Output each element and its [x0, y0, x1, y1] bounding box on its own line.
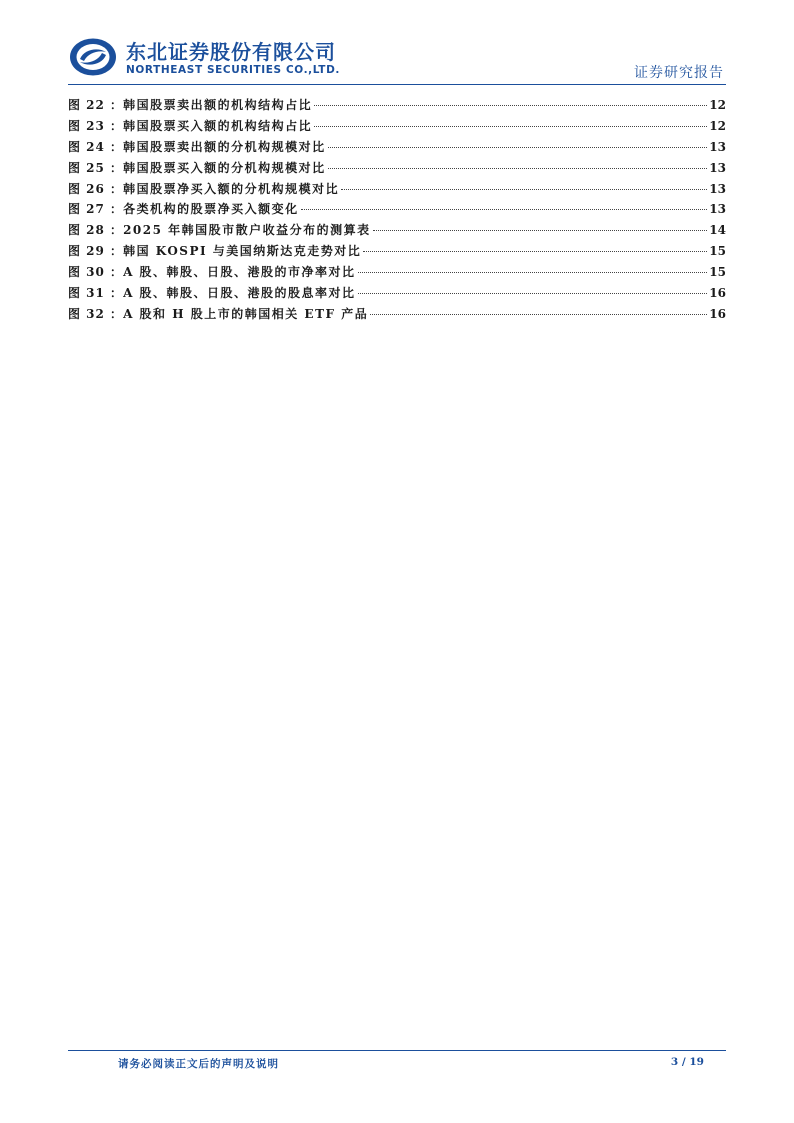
toc-entry[interactable]: [68, 159, 726, 180]
toc-entry[interactable]: [68, 138, 726, 159]
toc-dot-leader: [328, 168, 708, 169]
toc-dot-leader: [314, 126, 707, 127]
toc-entry-title: 各类机构的股票净买入额变化: [123, 202, 299, 217]
toc-entry-title: 韩国股票净买入额的分机构规模对比: [123, 181, 340, 196]
toc-entry-page: 12: [709, 98, 726, 112]
report-type: 证券研究报告: [634, 65, 724, 81]
toc-entry[interactable]: [68, 242, 726, 263]
toc-entry-page: 16: [709, 306, 726, 321]
toc-entry-page: 13: [709, 139, 726, 154]
toc-entry-label: 图 29 ：: [68, 244, 124, 259]
toc-entry-label: 图 26 ：: [68, 181, 124, 196]
company-name-cn: 东北证券股份有限公司: [126, 40, 336, 64]
toc-entry[interactable]: [68, 117, 726, 138]
toc-entry-title: 韩国 KOSPI 与美国纳斯达克走势对比: [123, 244, 362, 259]
toc-entry-page: 13: [709, 181, 726, 196]
toc-dot-leader: [358, 272, 708, 273]
toc-dot-leader: [314, 105, 707, 106]
toc-entry[interactable]: [68, 221, 726, 242]
toc-entry[interactable]: [68, 180, 726, 201]
toc-entry-page: 13: [709, 160, 726, 175]
toc-entry-title: A 股和 H 股上市的韩国相关 ETF 产品: [123, 306, 369, 321]
toc-entry[interactable]: [68, 96, 726, 117]
toc-dot-leader: [328, 147, 708, 148]
toc-entry-label: 图 24 ：: [68, 139, 124, 154]
toc-entry-label: 图 28 ：: [68, 223, 124, 238]
toc-dot-leader: [301, 209, 708, 210]
footer-divider: [68, 1050, 726, 1051]
toc-entry-label: 图 31 ：: [68, 286, 124, 301]
toc-entry-label: 图 32 ：: [68, 306, 124, 321]
toc-entry-page: 13: [709, 202, 726, 217]
toc-entry-page: 16: [709, 286, 726, 301]
figure-toc-list: [68, 96, 726, 326]
toc-entry-title: 韩国股票卖出额的机构结构占比: [123, 98, 313, 112]
toc-entry[interactable]: [68, 284, 726, 305]
toc-entry-page: 12: [709, 118, 726, 133]
header-divider: [68, 84, 726, 85]
toc-entry-label: 图 23 ：: [68, 118, 124, 133]
toc-entry-title: 韩国股票买入额的分机构规模对比: [123, 160, 326, 175]
toc-entry-label: 图 22 ：: [68, 98, 124, 112]
toc-dot-leader: [373, 230, 708, 231]
toc-entry[interactable]: [68, 200, 726, 221]
page-number: 3 / 19: [670, 1056, 704, 1068]
toc-dot-leader: [363, 251, 707, 252]
toc-entry-title: A 股、韩股、日股、港股的股息率对比: [123, 286, 356, 301]
toc-entry-title: 韩国股票买入额的机构结构占比: [123, 118, 313, 133]
toc-entry-page: 15: [709, 265, 726, 280]
northeast-securities-logo-icon: [68, 37, 118, 77]
page-header: [0, 0, 794, 90]
company-name-en: NORTHEAST SECURITIES CO.,LTD.: [126, 64, 340, 76]
toc-entry-label: 图 25 ：: [68, 160, 124, 175]
toc-entry-page: 15: [709, 244, 726, 259]
toc-dot-leader: [370, 314, 707, 315]
toc-entry-title: A 股、韩股、日股、港股的市净率对比: [123, 265, 356, 280]
toc-entry[interactable]: [68, 305, 726, 326]
footer-disclaimer: 请务必阅读正文后的声明及说明: [118, 1058, 279, 1070]
toc-entry-title: 韩国股票卖出额的分机构规模对比: [123, 139, 326, 154]
toc-entry-title: 2025 年韩国股市散户收益分布的测算表: [123, 223, 371, 238]
toc-entry-label: 图 30 ：: [68, 265, 124, 280]
toc-entry[interactable]: [68, 263, 726, 284]
toc-entry-label: 图 27 ：: [68, 202, 124, 217]
toc-dot-leader: [358, 293, 708, 294]
toc-dot-leader: [341, 189, 707, 190]
toc-entry-page: 14: [709, 223, 726, 238]
